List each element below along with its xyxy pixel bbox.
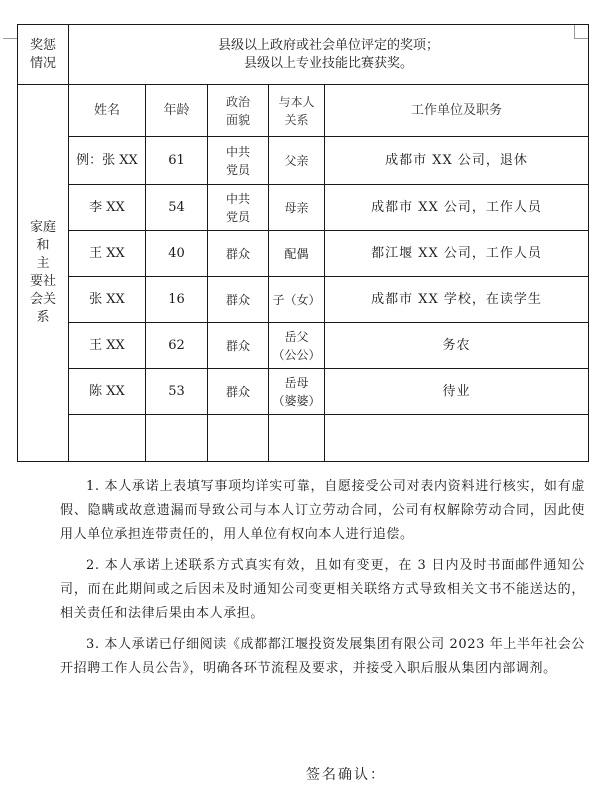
member-political — [208, 137, 269, 185]
member-age: 16 — [146, 277, 208, 323]
family-label-char: 和 — [36, 238, 50, 253]
member-work: 成都市 XX 公司，工作人员 — [325, 185, 589, 231]
member-age: 54 — [146, 185, 208, 231]
awards-label-line2: 情况 — [29, 55, 56, 71]
header-political — [208, 85, 269, 137]
family-header-row — [18, 85, 589, 137]
header-relation — [269, 85, 325, 137]
member-relation: 父亲 — [269, 137, 325, 185]
statement-1: 1. 本人承诺上表填写事项均详实可靠，自愿接受公司对表内资料进行核实，如有虚假、隐瞒或故意遗漏而导致公司与本人订立劳动合同，公司有权解除劳动合同，因此使用人单位承担连带责任的，用人单位有权向本人进行追偿。 — [60, 479, 585, 542]
awards-label-cell — [18, 25, 69, 85]
member-work: 待业 — [325, 369, 589, 415]
empty-cell — [269, 415, 325, 462]
family-label-char: 社 — [43, 274, 57, 289]
member-age: 61 — [146, 137, 208, 185]
member-name: 王 XX — [69, 323, 146, 369]
member-age: 62 — [146, 323, 208, 369]
empty-cell — [325, 415, 589, 462]
member-political — [208, 185, 269, 231]
empty-cell — [208, 415, 269, 462]
member-relation — [269, 369, 325, 415]
table-row — [18, 323, 589, 369]
family-label-char: 会 — [29, 292, 43, 307]
header-relation-line1: 与本人 — [278, 94, 315, 109]
member-work: 成都市 XX 公司，退休 — [325, 137, 589, 185]
table-row — [18, 231, 589, 277]
header-name: 姓名 — [69, 85, 146, 137]
member-political: 群众 — [208, 369, 269, 415]
member-relation: 配偶 — [269, 231, 325, 277]
signature-label: 签名确认： — [306, 767, 386, 783]
family-label-char: 系 — [36, 310, 50, 325]
commitment-statements — [60, 475, 585, 688]
header-relation-line2: 关系 — [284, 112, 309, 127]
header-political-line2: 面貌 — [225, 112, 250, 127]
header-political-line1: 政治 — [225, 94, 250, 109]
table-row — [18, 185, 589, 231]
family-info-table — [17, 24, 589, 462]
member-name: 张 XX — [69, 277, 146, 323]
statement-2: 2. 本人承诺上述联系方式真实有效，且如有变更，在 3 日内及时书面邮件通知公司，而在此期间或之后因未及时通知公司变更相关联络方式导致相关文书不能送达的，相关责任和法律后果由本人承担。 — [60, 558, 585, 621]
table-row — [18, 137, 589, 185]
family-label-char: 要 — [29, 274, 43, 289]
member-relation — [269, 323, 325, 369]
member-relation: 子（女） — [269, 277, 325, 323]
member-age: 53 — [146, 369, 208, 415]
member-political: 群众 — [208, 323, 269, 369]
member-work: 成都市 XX 学校，在读学生 — [325, 277, 589, 323]
member-political: 群众 — [208, 231, 269, 277]
header-work: 工作单位及职务 — [325, 85, 589, 137]
empty-cell — [69, 415, 146, 462]
member-political-line1: 中共 — [225, 191, 250, 206]
member-work: 务农 — [325, 323, 589, 369]
empty-table-row — [18, 415, 589, 462]
family-label-char: 庭 — [43, 220, 57, 235]
header-age: 年龄 — [146, 85, 208, 137]
awards-label-line1: 奖惩 — [29, 37, 56, 53]
member-relation-line2: （公公） — [272, 347, 321, 362]
empty-cell — [146, 415, 208, 462]
member-relation: 母亲 — [269, 185, 325, 231]
awards-row — [18, 25, 589, 85]
member-political: 群众 — [208, 277, 269, 323]
family-label-char: 家 — [29, 220, 43, 235]
table-row — [18, 369, 589, 415]
family-label-char: 关 — [43, 292, 57, 307]
table-row — [18, 277, 589, 323]
family-label-cell — [18, 85, 69, 462]
awards-line1: 县级以上政府或社会单位评定的奖项； — [217, 37, 439, 53]
family-label-char: 主 — [36, 256, 50, 271]
awards-line2: 县级以上专业技能比赛获奖。 — [243, 55, 413, 71]
member-work: 都江堰 XX 公司，工作人员 — [325, 231, 589, 277]
member-political-line2: 党员 — [225, 209, 250, 224]
member-name: 例：张 XX — [69, 137, 146, 185]
member-name: 王 XX — [69, 231, 146, 277]
member-name: 李 XX — [69, 185, 146, 231]
statement-3: 3. 本人承诺已仔细阅读《成都都江堰投资发展集团有限公司 2023 年上半年社会公开招聘工作人员公告》，明确各环节流程及要求，并接受入职后服从集团内部调剂。 — [60, 637, 586, 676]
member-relation-line2: （婆婆） — [272, 393, 321, 408]
member-relation-line1: 岳父 — [284, 329, 309, 344]
member-political-line2: 党员 — [225, 162, 250, 177]
member-age: 40 — [146, 231, 208, 277]
page-corner-mark-left — [3, 24, 18, 39]
awards-content-cell — [69, 25, 589, 85]
member-name: 陈 XX — [69, 369, 146, 415]
member-political-line1: 中共 — [225, 144, 250, 159]
member-relation-line1: 岳母 — [284, 375, 309, 390]
